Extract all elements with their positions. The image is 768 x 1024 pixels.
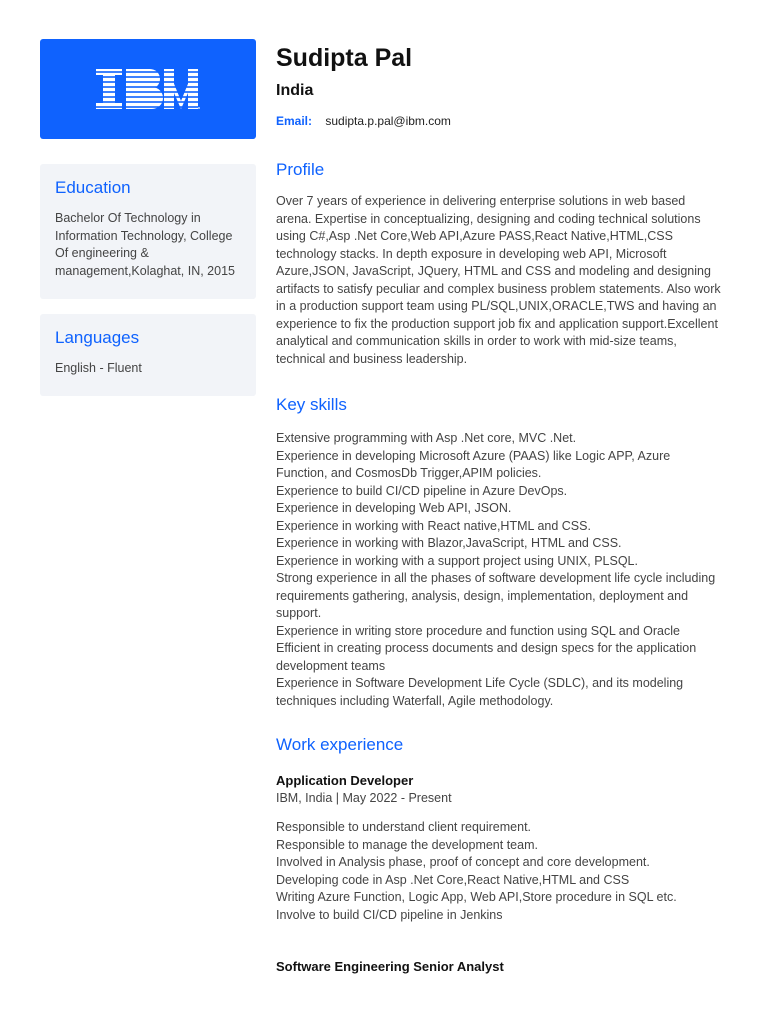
list-item: Extensive programming with Asp .Net core, MVC .Net. xyxy=(276,431,577,445)
education-text: Bachelor Of Technology in Information Technology, College Of engineering & management,Kolaghat, IN, 2015 xyxy=(55,211,235,278)
list-item: Experience in working with a support project using UNIX, PLSQL. xyxy=(276,553,638,568)
profile-text: Over 7 years of experience in delivering enterprise solutions in web based arena. Expertise in conceptualizing, designing and coding technical solutions using C#,Asp .Net Core,Web API,Azure PASS,React Native,HTML,CSS technology stacks. In depth exposure in developing web API, Microsoft Azure,JSON, JavaScript, JQuery, HTML and CSS and modeling and designing artifacts to satisfy peculiar and complex business problem statements. Also work in a production support team using PL/SQL,UNIX,ORACLE,TWS and having an experience to fix the production support job fix and application support.Excellent analytical and communication skills in order to work with mid-size teams, technical and business leadership. xyxy=(276,194,721,366)
languages-text: English - Fluent xyxy=(55,361,142,375)
list-item: Experience to build CI/CD pipeline in Azure DevOps. xyxy=(276,483,568,498)
email-link[interactable]: sudipta.p.pal@ibm.com xyxy=(325,114,451,128)
job-entry xyxy=(276,958,722,976)
languages-box xyxy=(40,314,256,396)
list-item: Writing Azure Function, Logic App, Web API,Store procedure in SQL etc. xyxy=(276,890,677,904)
email-row xyxy=(276,114,722,128)
job-entry xyxy=(276,772,722,924)
email-label: Email: xyxy=(276,114,313,128)
list-item: Responsible to understand client requirement. xyxy=(276,820,532,834)
ibm-logo-icon xyxy=(96,67,200,111)
list-item: Efficient in creating process documents and design specs for the application development teams xyxy=(276,641,697,673)
job-title: Application Developer xyxy=(276,773,414,788)
list-item: Experience in working with React native,HTML and CSS. xyxy=(276,518,591,533)
candidate-name: Sudipta Pal xyxy=(276,44,413,72)
languages-title: Languages xyxy=(55,328,140,347)
list-item: Experience in Software Development Life Cycle (SDLC), and its modeling techniques including Waterfall, Agile methodology. xyxy=(276,676,684,708)
list-item: Involved in Analysis phase, proof of concept and core development. xyxy=(276,855,650,869)
education-title: Education xyxy=(55,178,131,197)
skills-title: Key skills xyxy=(276,395,347,414)
work-title: Work experience xyxy=(276,735,404,754)
job-duties xyxy=(276,819,722,924)
main-column xyxy=(276,42,722,976)
job-meta: IBM, India | May 2022 - Present xyxy=(276,791,452,805)
profile-title: Profile xyxy=(276,160,325,179)
list-item: Experience in working with Blazor,JavaScript, HTML and CSS. xyxy=(276,536,622,550)
education-box xyxy=(40,164,256,299)
job-title: Software Engineering Senior Analyst xyxy=(276,959,504,974)
list-item: Experience in writing store procedure and function using SQL and Oracle xyxy=(276,623,680,638)
list-item: Strong experience in all the phases of software development life cycle including requirements gathering, analysis, design, implementation, deployment and support. xyxy=(276,571,716,620)
list-item: Experience in developing Web API, JSON. xyxy=(276,501,512,515)
skills-list xyxy=(276,430,722,710)
list-item: Responsible to manage the development team. xyxy=(276,837,538,852)
company-logo-card xyxy=(40,39,256,139)
list-item: Developing code in Asp .Net Core,React Native,HTML and CSS xyxy=(276,872,630,887)
list-item: Experience in developing Microsoft Azure (PAAS) like Logic APP, Azure Function, and CosmosDb Trigger,APIM policies. xyxy=(276,448,671,480)
list-item: Involve to build CI/CD pipeline in Jenkins xyxy=(276,907,503,922)
candidate-country: India xyxy=(276,82,314,99)
